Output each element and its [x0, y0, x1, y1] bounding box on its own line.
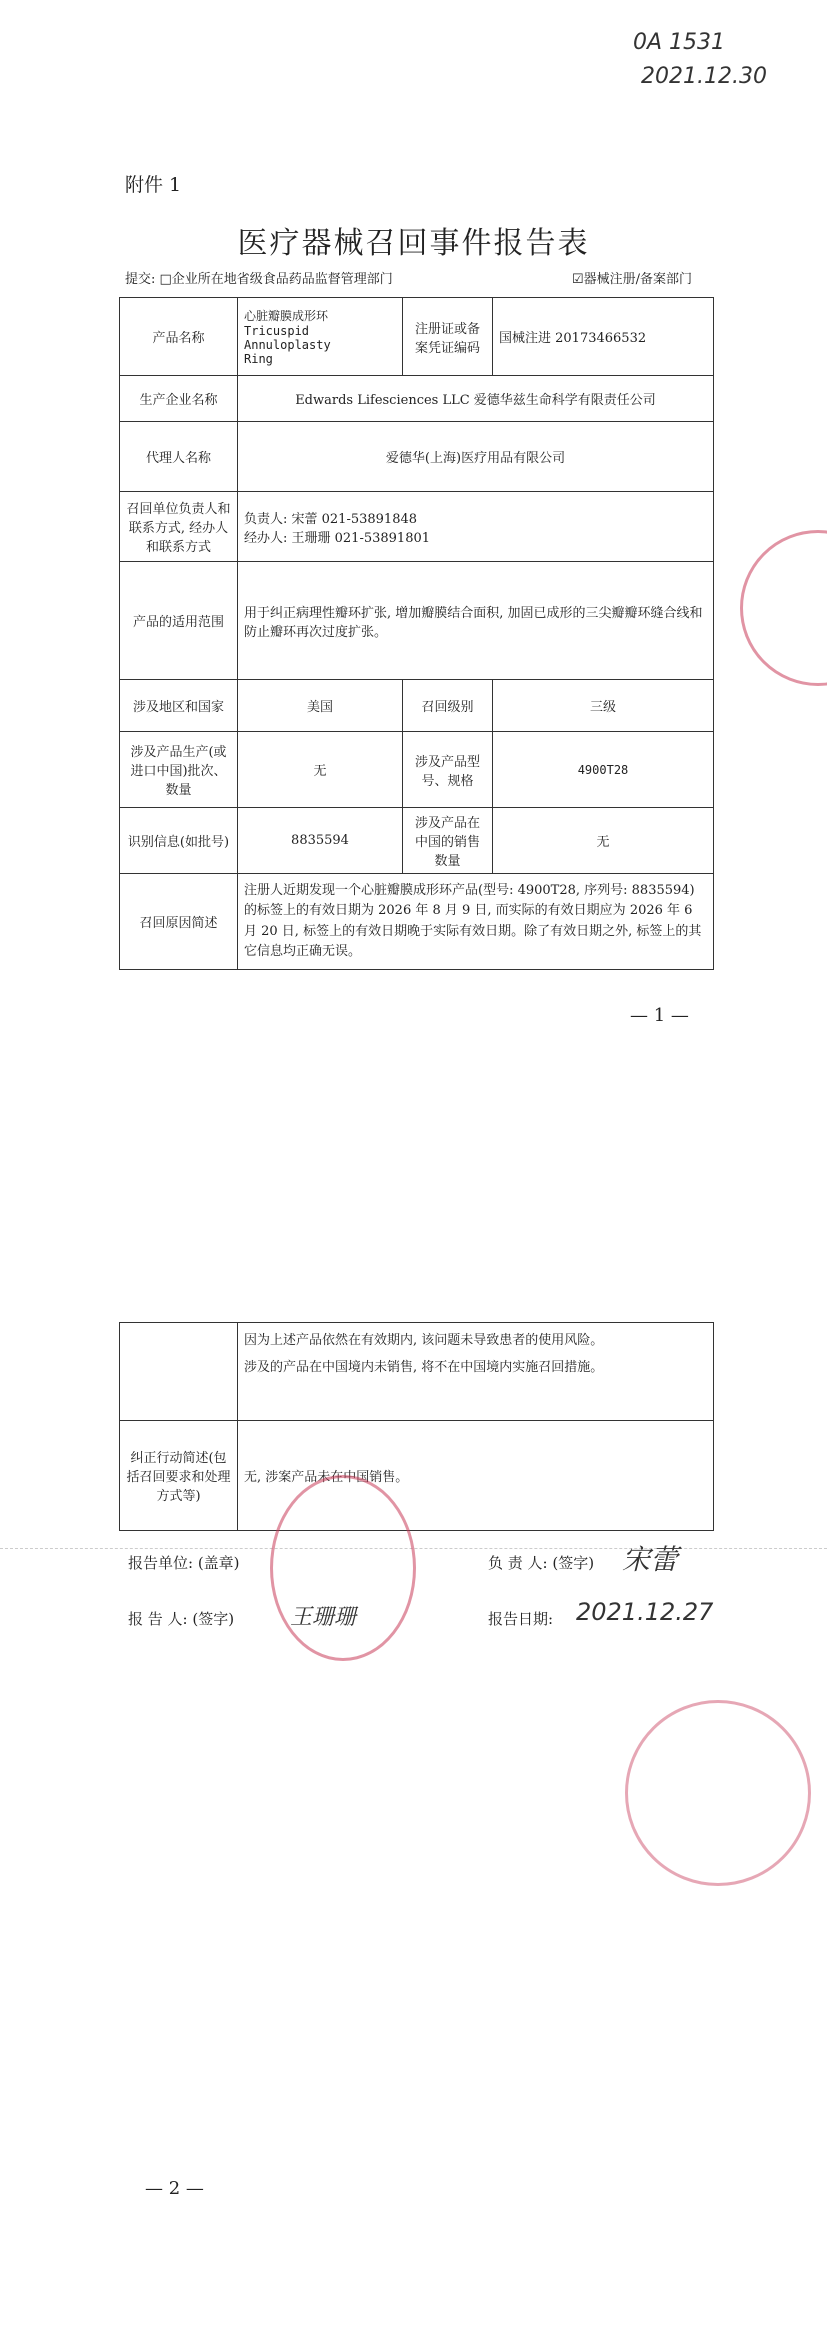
receipt-number: 0A 1531 — [633, 30, 726, 55]
scope-label: 产品的适用范围 — [120, 562, 238, 680]
recall-level-label: 召回级别 — [403, 680, 493, 732]
responsible-signature: 宋蕾 — [622, 1543, 679, 1576]
action-label: 纠正行动简述(包括召回要求和处理方式等) — [120, 1421, 238, 1531]
contact-value — [238, 492, 714, 562]
agent-value: 爱德华(上海)医疗用品有限公司 — [238, 422, 714, 492]
submit-to-registration: ☑器械注册/备案部门 — [572, 272, 693, 287]
model-label: 涉及产品型号、规格 — [403, 732, 493, 808]
report-date-label: 报告日期: — [488, 1610, 554, 1628]
reporter-label: 报 告 人: (签字) — [128, 1610, 235, 1628]
identifier-label: 识别信息(如批号) — [120, 808, 238, 874]
contact-label: 召回单位负责人和联系方式, 经办人和联系方式 — [120, 492, 238, 562]
responsible-contact: 负责人: 宋蕾 021-53891848 — [244, 511, 418, 527]
recall-report-table-continued — [119, 1322, 714, 1531]
action-value: 无, 涉案产品未在中国销售。 — [238, 1421, 714, 1531]
sales-value: 无 — [493, 808, 714, 874]
attachment-label: 附件 1 — [125, 174, 182, 196]
recall-report-table — [119, 297, 714, 970]
page-number-1: — 1 — — [630, 1005, 689, 1026]
reason-label: 召回原因简述 — [120, 874, 238, 970]
report-unit-label: 报告单位: (盖章) — [128, 1554, 240, 1572]
product-name-label: 产品名称 — [120, 298, 238, 376]
sales-label: 涉及产品在中国的销售数量 — [403, 808, 493, 874]
recall-level-value: 三级 — [493, 680, 714, 732]
reason-continued-label — [120, 1323, 238, 1421]
identifier-value: 8835594 — [238, 808, 403, 874]
page-title: 医疗器械召回事件报告表 — [237, 226, 590, 261]
region-value: 美国 — [238, 680, 403, 732]
reason-continued-line-1: 因为上述产品依然在有效期内, 该问题未导致患者的使用风险。 — [244, 1333, 604, 1348]
product-name-value: 心脏瓣膜成形环 Tricuspid Annuloplasty Ring — [238, 298, 403, 376]
reason-continued — [238, 1323, 714, 1421]
reason-continued-line-2: 涉及的产品在中国境内未销售, 将不在中国境内实施召回措施。 — [244, 1360, 604, 1376]
batch-value: 无 — [238, 732, 403, 808]
responsible-label: 负 责 人: (签字) — [488, 1554, 595, 1572]
registration-label: 注册证或备案凭证编码 — [403, 298, 493, 376]
reporter-signature: 王珊珊 — [290, 1605, 357, 1630]
scope-value: 用于纠正病理性瓣环扩张, 增加瓣膜结合面积, 加固已成形的三尖瓣瓣环缝合线和防止瓣环再次过度扩张。 — [238, 562, 714, 680]
agent-label: 代理人名称 — [120, 422, 238, 492]
manufacturer-label: 生产企业名称 — [120, 376, 238, 422]
company-seal-2 — [625, 1700, 811, 1886]
region-label: 涉及地区和国家 — [120, 680, 238, 732]
handler-contact: 经办人: 王珊珊 021-53891801 — [244, 530, 431, 546]
company-seal — [270, 1475, 416, 1661]
batch-label: 涉及产品生产(或进口中国)批次、数量 — [120, 732, 238, 808]
report-date-value: 2021.12.27 — [576, 1598, 714, 1626]
manufacturer-value: Edwards Lifesciences LLC 爱德华兹生命科学有限责任公司 — [238, 376, 714, 422]
page-number-2: — 2 — — [145, 2178, 204, 2199]
registration-value: 国械注进 20173466532 — [493, 298, 714, 376]
reason-value: 注册人近期发现一个心脏瓣膜成形环产品(型号: 4900T28, 序列号: 8835594)的标签上的有效日期为 2026 年 8 月 9 日, 而实际的有效日期应为 2026 年 6 月 20 日, 标签上的有效日期晚于实际有效日期。除了有效日期之外, 标签上的其它信息均正确无误。 — [238, 874, 714, 970]
submit-to-province: 提交: □企业所在地省级食品药品监督管理部门 — [125, 272, 393, 287]
company-seal-edge — [740, 530, 827, 686]
model-value: 4900T28 — [493, 732, 714, 808]
receipt-stamp — [603, 24, 773, 98]
receipt-date: 2021.12.30 — [641, 64, 767, 89]
